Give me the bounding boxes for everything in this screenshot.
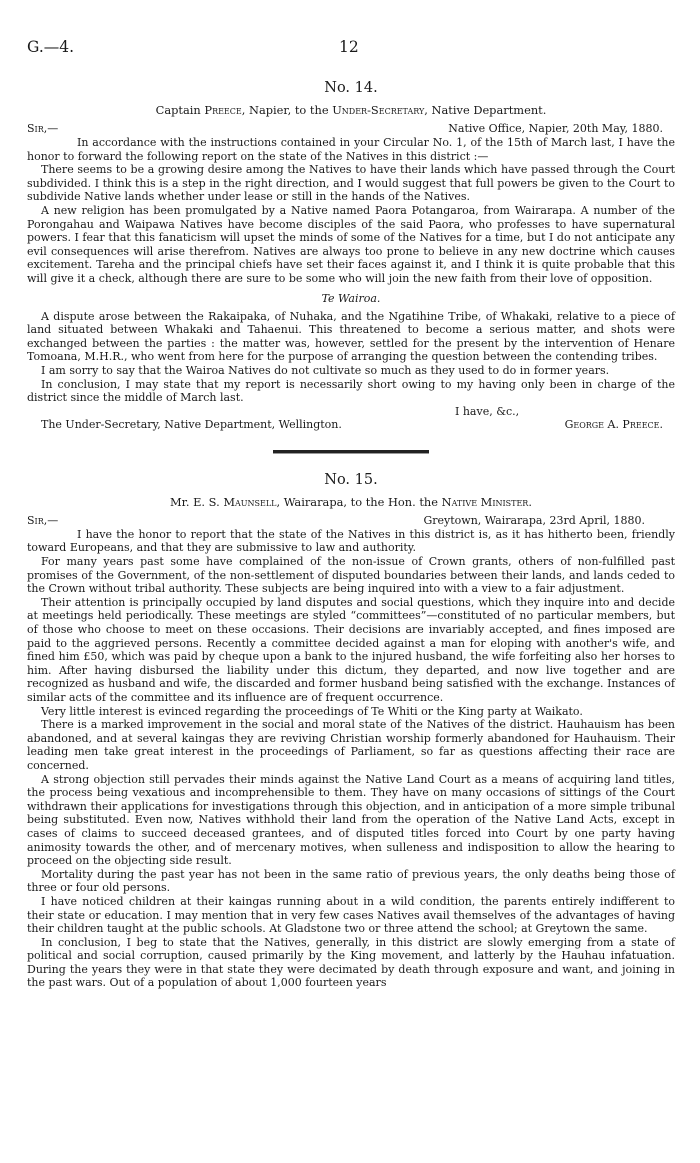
- letter-15-salutation-row: [27, 514, 675, 528]
- paragraph: I have the honor to report that the state of the Natives in this district is, as it has hitherto been, friendly toward Europeans, and that they are submissive to law and authority.: [27, 527, 675, 555]
- paragraph: A strong objection still pervades their minds against the Native Land Court as a means of acquiring land titles, the process being vexatious and incomprehensible to them. They have on many occasions of sittings of the Court withdrawn their applications for investigations through this objection, and in anticipation of a more simple tribunal being substituted. Even now, Natives withhold their land from the operation of the Native Land Acts, except in cases of claims to succeed deceased grantees, and of disputed titles forced into Court by one party having animosity towards the other, and of mercenary motives, when sulleness and indisposition to allow the hearing to proceed on the objecting side result.: [27, 772, 675, 868]
- paragraph: A dispute arose between the Rakaipaka, of Nuhaka, and the Ngatihine Tribe, of Whakaki, relative to a piece of land situated between Whakaki and Tahaenui. This threatened to become a serious matter, and shots were exchanged between the parties : the matter was, however, settled for the present by the intervention of Henare Tomoana, M.H.R., who went from here for the purpose of arranging the question between the contending tribes.: [27, 309, 675, 364]
- title-sender: Maunsell: [223, 494, 277, 509]
- paragraph: A new religion has been promulgated by a Native named Paora Potangaroa, from Wairarapa. A number of the Porongahau and Waipawa Natives have become disciples of the said Paora, who professes to have supernatural powers. I fear that this fanaticism will upset the minds of some of the Natives for a time, but I do not anticipate any evil consequences will arise therefrom. Natives are always too prone to believe in any new doctrine which causes excitement. Tareha and the principal chiefs have set their faces against it, and I think it is quite probable that this will give it a check, although there are sure to be some who will join the new faith from their love of opposition.: [27, 203, 675, 285]
- addressee: The Under-Secretary, Native Department, Wellington.: [41, 418, 342, 432]
- section-divider: [273, 450, 429, 454]
- page-header: [27, 38, 675, 64]
- title-prefix: Captain: [155, 103, 205, 117]
- closing: I have, &c.,: [455, 404, 520, 418]
- title-sender: Preece: [204, 103, 242, 117]
- paragraph: I have noticed children at their kaingas running about in a wild condition, the parents entirely indifferent to their state or education. I may mention that in very few cases Natives avail themselves of the advantages of having their children taught at the public schools. At Gladstone two or three attend the school; at Greytown the same.: [27, 894, 675, 936]
- title-middle: , Napier, to the: [241, 103, 333, 117]
- paragraph: There seems to be a growing desire among the Natives to have their lands which have passed through the Court subdivided. I think this is a step in the right direction, and I would suggest that full powers be given to the Court to subdivide Native lands whether under lease or still in the hands of the Natives.: [27, 163, 675, 204]
- paragraph: In conclusion, I may state that my report is necessarily short owing to my having only been in charge of the district since the middle of March last.: [27, 377, 675, 405]
- paragraph: In accordance with the instructions contained in your Circular No. 1, of the 15th of March last, I have the honor to forward the following report on the state of the Natives in this district :—: [27, 136, 675, 163]
- title-middle: , Wairarapa, to the Hon. the: [276, 494, 442, 509]
- paragraph: In conclusion, I beg to state that the Natives, generally, in this district are slowly emerging from a state of political and social corruption, caused primarily by the King movement, and latterly by the Hauhau infatuation. During the years they were in that state they were decimated by death through exposure and want, and joining in the past wars. Out of a population of about 1,000 fourteen years: [27, 935, 675, 990]
- closing-line: [27, 405, 675, 419]
- paragraph: There is a marked improvement in the social and moral state of the Natives of the district. Hauhauism has been abandoned, and at several kaingas they are reviving Christian worship formerly abandoned for Hauhauism. Their leading men take great interest in the proceedings of Parliament, so far as questions affecting their race are concerned.: [27, 718, 675, 772]
- paragraph: For many years past some have complained of the non-issue of Crown grants, others of non-fulfilled past promises of the Government, of the non-settlement of disputed boundaries between their lands, and lands ceded to the Crown without tribal authority. These subjects are being inquired into with a view to a fair adjustment.: [27, 555, 675, 596]
- letter-14-heading: No. 14.: [324, 80, 378, 96]
- title-suffix: , Native Department.: [424, 103, 547, 117]
- title-recipient: Under-Secretary: [332, 103, 425, 117]
- letter-15-heading: No. 15.: [324, 471, 378, 488]
- letter-14-title: [27, 103, 675, 117]
- page-number: 12: [339, 38, 359, 56]
- title-prefix: Mr. E. S.: [170, 494, 224, 509]
- document-page: [27, 38, 675, 990]
- section-subheading: Te Wairoa.: [321, 291, 381, 305]
- salutation: Sir,—: [27, 513, 59, 527]
- signature: George A. Preece.: [564, 418, 663, 432]
- dateline: Greytown, Wairarapa, 23rd April, 1880.: [423, 513, 645, 527]
- title-recipient: Native Minister: [441, 494, 529, 509]
- paragraph: Mortality during the past year has not been in the same ratio of previous years, the only deaths being those of three or four old persons.: [27, 867, 675, 895]
- letter-15-title: [27, 495, 675, 509]
- letter-14-salutation-row: [27, 122, 675, 136]
- paragraph: Very little interest is evinced regarding the proceedings of Te Whiti or the King party at Waikato.: [41, 704, 583, 718]
- document-reference: G.—4.: [27, 38, 75, 56]
- salutation: Sir,—: [27, 122, 59, 135]
- paragraph: I am sorry to say that the Wairoa Natives do not cultivate so much as they used to do in former years.: [41, 363, 610, 377]
- title-suffix: .: [528, 494, 532, 509]
- signature-row: [27, 418, 675, 432]
- dateline: Native Office, Napier, 20th May, 1880.: [448, 122, 663, 135]
- paragraph: Their attention is principally occupied by land disputes and social questions, which they inquire into and decide at meetings held periodically. These meetings are styled “committees”—constituted of no particular members, but of those who choose to meet on these occasions. Their decisions are invariably accepted, and fines imposed are paid to the aggrieved persons. Recently a committee decided against a man for eloping with another's wife, and fined him £50, which was paid by cheque upon a bank to the injured husband, the wife forfeiting also her horses to him. After having disbursed the liability under this dictum, they departed, and now live together and are recognized as husband and wife, the discarded and former husband being satisfied with the exchange. Instances of similar acts of the committee and its influence are of frequent occurrence.: [27, 595, 675, 704]
